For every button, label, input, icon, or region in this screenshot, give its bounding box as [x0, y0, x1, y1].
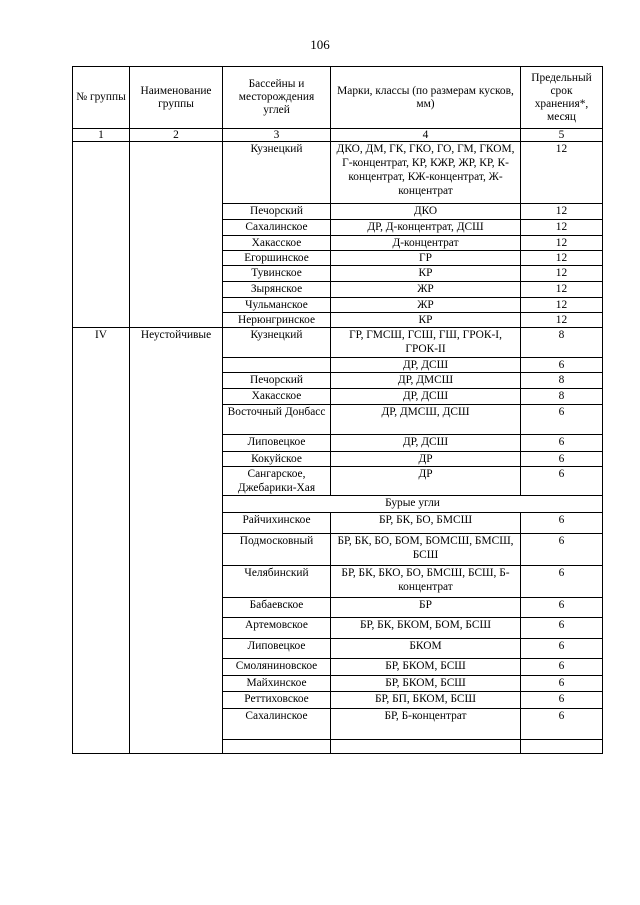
grades-cell: ДР, ДСШ [331, 389, 521, 405]
storage-term-cell: 12 [521, 266, 603, 282]
grades-cell: БР, Б-концентрат [331, 709, 521, 740]
storage-term-cell: 12 [521, 313, 603, 328]
grades-cell: БР, БКОМ, БСШ [331, 676, 521, 692]
grades-cell: ЖР [331, 282, 521, 298]
basin-cell [223, 358, 331, 373]
grades-cell: ДКО, ДМ, ГК, ГКО, ГО, ГМ, ГКОМ, Г-концентрат, КР, КЖР, ЖР, КР, К-концентрат, КЖ-концентрат, Ж-концентрат [331, 142, 521, 204]
group-number-cell: IV [73, 328, 130, 754]
grades-cell: ДР [331, 467, 521, 496]
basin-cell: Хакасское [223, 389, 331, 405]
storage-term-cell: 6 [521, 534, 603, 566]
storage-term-cell: 12 [521, 298, 603, 313]
header-grades: Марки, классы (по размерам кусков, мм) [331, 67, 521, 129]
grades-cell: БР, БКОМ, БСШ [331, 659, 521, 676]
storage-term-cell: 8 [521, 373, 603, 389]
basin-cell: Восточный Донбасс [223, 405, 331, 435]
basin-cell: Чульманское [223, 298, 331, 313]
group-name-cell: Неустойчивые [130, 328, 223, 754]
header-storage-term: Предельный срок хранения*, месяц [521, 67, 603, 129]
basin-cell: Сангарское, Джебарики-Хая [223, 467, 331, 496]
storage-term-cell: 6 [521, 692, 603, 709]
group-number-cell [73, 142, 130, 328]
storage-term-cell: 6 [521, 467, 603, 496]
storage-term-cell: 6 [521, 566, 603, 598]
storage-term-cell: 8 [521, 328, 603, 358]
basin-cell: Сахалинское [223, 220, 331, 236]
table-row [73, 142, 603, 204]
basin-cell: Зырянское [223, 282, 331, 298]
grades-cell: КР [331, 313, 521, 328]
basin-cell: Печорский [223, 373, 331, 389]
grades-cell: БР, БК, БО, БМСШ [331, 513, 521, 534]
basin-cell: Реттиховское [223, 692, 331, 709]
column-number-row [73, 129, 603, 142]
group-iv-rows [73, 328, 603, 754]
grades-cell: БКОМ [331, 639, 521, 659]
grades-cell: ЖР [331, 298, 521, 313]
storage-term-cell: 6 [521, 639, 603, 659]
grades-cell: ДР, Д-концентрат, ДСШ [331, 220, 521, 236]
grades-cell: Д-концентрат [331, 236, 521, 251]
grades-cell: ГР, ГМСШ, ГСШ, ГШ, ГРОК-I, ГРОК-II [331, 328, 521, 358]
column-number: 4 [331, 129, 521, 142]
basin-cell: Челябинский [223, 566, 331, 598]
grades-cell: БР, БК, БО, БОМ, БОМСШ, БМСШ, БСШ [331, 534, 521, 566]
basin-cell: Смоляниновское [223, 659, 331, 676]
group-previous-rows [73, 142, 603, 328]
basin-cell [223, 740, 331, 754]
grades-cell: БР, БП, БКОМ, БСШ [331, 692, 521, 709]
header-basins: Бассейны и месторождения углей [223, 67, 331, 129]
storage-term-cell: 12 [521, 236, 603, 251]
basin-cell: Липовецкое [223, 639, 331, 659]
column-number: 1 [73, 129, 130, 142]
storage-term-cell [521, 740, 603, 754]
column-number: 5 [521, 129, 603, 142]
coal-storage-table [72, 66, 603, 754]
basin-cell: Подмосковный [223, 534, 331, 566]
header-group-number: № группы [73, 67, 130, 129]
basin-cell: Майхинское [223, 676, 331, 692]
table-header-row [73, 67, 603, 129]
storage-term-cell: 12 [521, 251, 603, 266]
basin-cell: Кузнецкий [223, 142, 331, 204]
grades-cell: ДР, ДСШ [331, 358, 521, 373]
storage-term-cell: 12 [521, 282, 603, 298]
basin-cell: Райчихинское [223, 513, 331, 534]
storage-term-cell: 8 [521, 389, 603, 405]
basin-cell: Артемовское [223, 618, 331, 639]
grades-cell: ДР, ДМСШ, ДСШ [331, 405, 521, 435]
storage-term-cell: 6 [521, 598, 603, 618]
storage-term-cell: 6 [521, 513, 603, 534]
column-number: 3 [223, 129, 331, 142]
storage-term-cell: 12 [521, 204, 603, 220]
basin-cell: Тувинское [223, 266, 331, 282]
storage-term-cell: 6 [521, 709, 603, 740]
storage-term-cell: 12 [521, 220, 603, 236]
table-row [73, 328, 603, 358]
grades-cell: ДР, ДМСШ [331, 373, 521, 389]
subheading-brown-coals: Бурые угли [223, 496, 603, 513]
storage-term-cell: 6 [521, 618, 603, 639]
basin-cell: Липовецкое [223, 435, 331, 452]
basin-cell: Егоршинское [223, 251, 331, 266]
group-name-cell [130, 142, 223, 328]
grades-cell: БР, БК, БКОМ, БОМ, БСШ [331, 618, 521, 639]
page-number: 106 [310, 37, 330, 52]
grades-cell: ГР [331, 251, 521, 266]
basin-cell: Хакасское [223, 236, 331, 251]
grades-cell [331, 740, 521, 754]
column-number: 2 [130, 129, 223, 142]
storage-term-cell: 12 [521, 142, 603, 204]
grades-cell: КР [331, 266, 521, 282]
storage-term-cell: 6 [521, 358, 603, 373]
grades-cell: ДКО [331, 204, 521, 220]
storage-term-cell: 6 [521, 659, 603, 676]
basin-cell: Кузнецкий [223, 328, 331, 358]
storage-term-cell: 6 [521, 452, 603, 467]
basin-cell: Кокуйское [223, 452, 331, 467]
grades-cell: БР, БК, БКО, БО, БМСШ, БСШ, Б-концентрат [331, 566, 521, 598]
storage-term-cell: 6 [521, 435, 603, 452]
grades-cell: ДР, ДСШ [331, 435, 521, 452]
header-group-name: Наименование группы [130, 67, 223, 129]
grades-cell: ДР [331, 452, 521, 467]
basin-cell: Печорский [223, 204, 331, 220]
grades-cell: БР [331, 598, 521, 618]
basin-cell: Сахалинское [223, 709, 331, 740]
storage-term-cell: 6 [521, 676, 603, 692]
basin-cell: Нерюнгринское [223, 313, 331, 328]
storage-term-cell: 6 [521, 405, 603, 435]
basin-cell: Бабаевское [223, 598, 331, 618]
